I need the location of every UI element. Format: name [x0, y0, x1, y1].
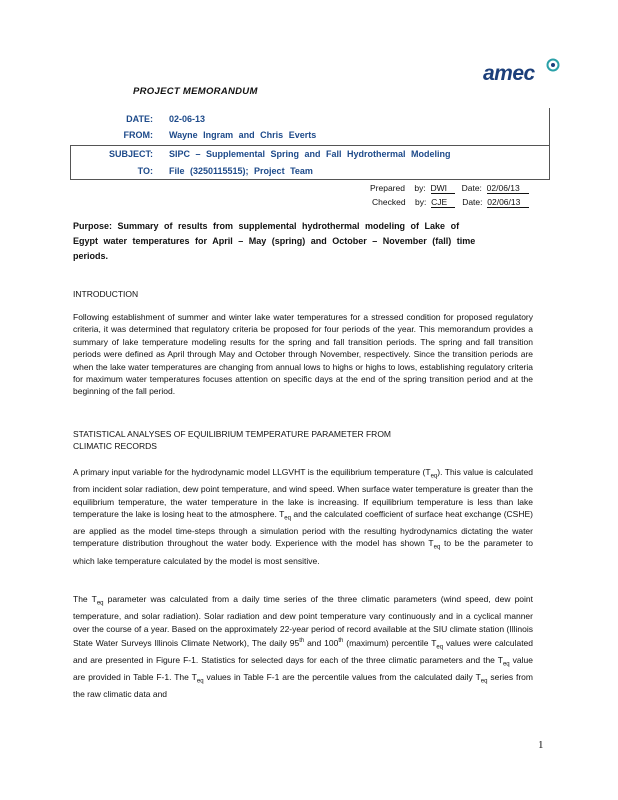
checked-by-initials: CJE: [431, 197, 455, 208]
date-label: DATE:: [126, 114, 153, 124]
purpose-line-2: Egypt water temperatures for April – May (spring) and October – November (fall) time: [73, 236, 476, 246]
to-value: File (3250115515); Project Team: [169, 166, 313, 176]
p2-text-f: value are provided in Table F-1. The T: [73, 654, 533, 682]
header-divider: [70, 145, 549, 146]
purpose-statement: [73, 219, 518, 264]
from-label: FROM:: [123, 130, 153, 140]
p1-text-b: ). This value is calculated from incident solar radiation, dew point temperature, and wind speed. When surface water temperature is greater than the equilibrium temperature, the water temperature in the lake is increasing. If equilibrium temperature is less than lake temperature the lake is losing heat to the atmosphere. T: [73, 467, 533, 519]
p2-text-a: The T: [73, 594, 97, 604]
checked-row: [372, 197, 529, 208]
teq-parameter-paragraph: [73, 593, 533, 700]
checked-by-label: by:: [415, 197, 427, 207]
p1-sub-eq: eq: [284, 515, 291, 522]
logo-text: amec: [483, 62, 535, 85]
p1-sub-eq: eq: [433, 545, 441, 552]
p2-text-d: (maximum) percentile T: [343, 637, 437, 648]
p1-text-d: to be the parameter to which lake temperature calculated by the model is most sensitive.: [73, 538, 534, 566]
purpose-line-1: Purpose: Summary of results from supplemental hydrothermal modeling of Lake of: [73, 221, 460, 231]
purpose-line-3: periods.: [73, 251, 109, 261]
p2-text-e: values were calculated and are presented in Figure F-1. Statistics for selected days for each of the three climatic parameters and the T: [73, 637, 534, 665]
memo-title: PROJECT MEMORANDUM: [133, 86, 258, 97]
from-value: Wayne Ingram and Chris Everts: [169, 130, 317, 140]
prepared-date: 02/06/13: [487, 183, 529, 194]
heading-line-2: CLIMATIC RECORDS: [73, 441, 157, 451]
p2-sub-eq: eq: [436, 644, 444, 651]
subject-value: SIPC – Supplemental Spring and Fall Hydrothermal Modeling: [169, 149, 451, 159]
p1-sub-eq: eq: [430, 473, 438, 480]
prepared-row: [370, 183, 529, 194]
p2-text-b: parameter was calculated from a daily time series of the three climatic parameters (wind speed, dew point temperature, and solar radiation). Solar radiation and dew point temperature vary continuously and in a cyclical manner over the course of a year. Based on the approximately 22-year period of record available at the SIU climate station (Illinois State Water Surveys Illinois Climate Network), The daily 95: [73, 594, 534, 648]
checked-date: 02/06/13: [487, 197, 529, 208]
date-value: 02-06-13: [169, 114, 206, 124]
to-label: TO:: [137, 166, 153, 176]
p2-text-h: series from the raw climatic data and: [73, 671, 533, 700]
p1-text-c: and the calculated coefficient of surface heat exchange (CSHE) are applied as the model time-steps through a simulation period with the resulting hydrodynamics dictating the water temperature distribution throughout the water body. Experience with the model has shown T: [73, 508, 533, 549]
introduction-heading: INTRODUCTION: [73, 289, 139, 299]
p1-text-a: A primary input variable for the hydrodynamic model LLGVHT is the equilibrium temperature (T: [73, 467, 431, 477]
p2-sub-eq: eq: [480, 678, 488, 685]
checked-date-label: Date:: [462, 197, 483, 207]
amec-logo: [483, 58, 563, 90]
subject-label: SUBJECT:: [108, 149, 153, 159]
p2-sup-th: th: [299, 637, 305, 644]
checked-label: Checked: [372, 197, 406, 207]
page-number: 1: [538, 739, 544, 751]
p2-sup-th: th: [338, 637, 344, 644]
p2-sub-eq: eq: [196, 678, 204, 685]
equilibrium-temperature-paragraph: [73, 466, 533, 567]
p2-text-c: and 100: [304, 637, 339, 648]
p2-text-g: values in Table F-1 are the percentile values from the calculated daily T: [203, 671, 481, 682]
p2-sub-eq: eq: [96, 600, 104, 607]
p2-sub-eq: eq: [502, 661, 510, 668]
prepared-date-label: Date:: [461, 183, 482, 193]
heading-line-1: STATISTICAL ANALYSES OF EQUILIBRIUM TEMPERATURE PARAMETER FROM: [73, 429, 392, 439]
introduction-paragraph: Following establishment of summer and winter lake water temperatures for a stressed condition for proposed regulatory criteria, it was determined that regulatory criteria be proposed for four periods of the year. This memorandum provides a summary of lake temperature modeling results for the spring and fall transition periods. The spring and fall transition periods were defined as April through May and October through November, respectively. Since the transition periods are when the lake water temperatures are changing from annual lows to highs or highs to lows, establishing regulatory criteria for maximum water temperatures focuses attention on specific days at the end of the spring transition period and at the beginning of the fall period.: [73, 312, 533, 397]
prepared-by-initials: DWI: [431, 183, 455, 194]
prepared-label: Prepared: [370, 183, 405, 193]
prepared-by-label: by:: [414, 183, 426, 193]
amec-logo-mark-icon: [546, 58, 560, 72]
statistical-analyses-heading: [73, 428, 493, 452]
